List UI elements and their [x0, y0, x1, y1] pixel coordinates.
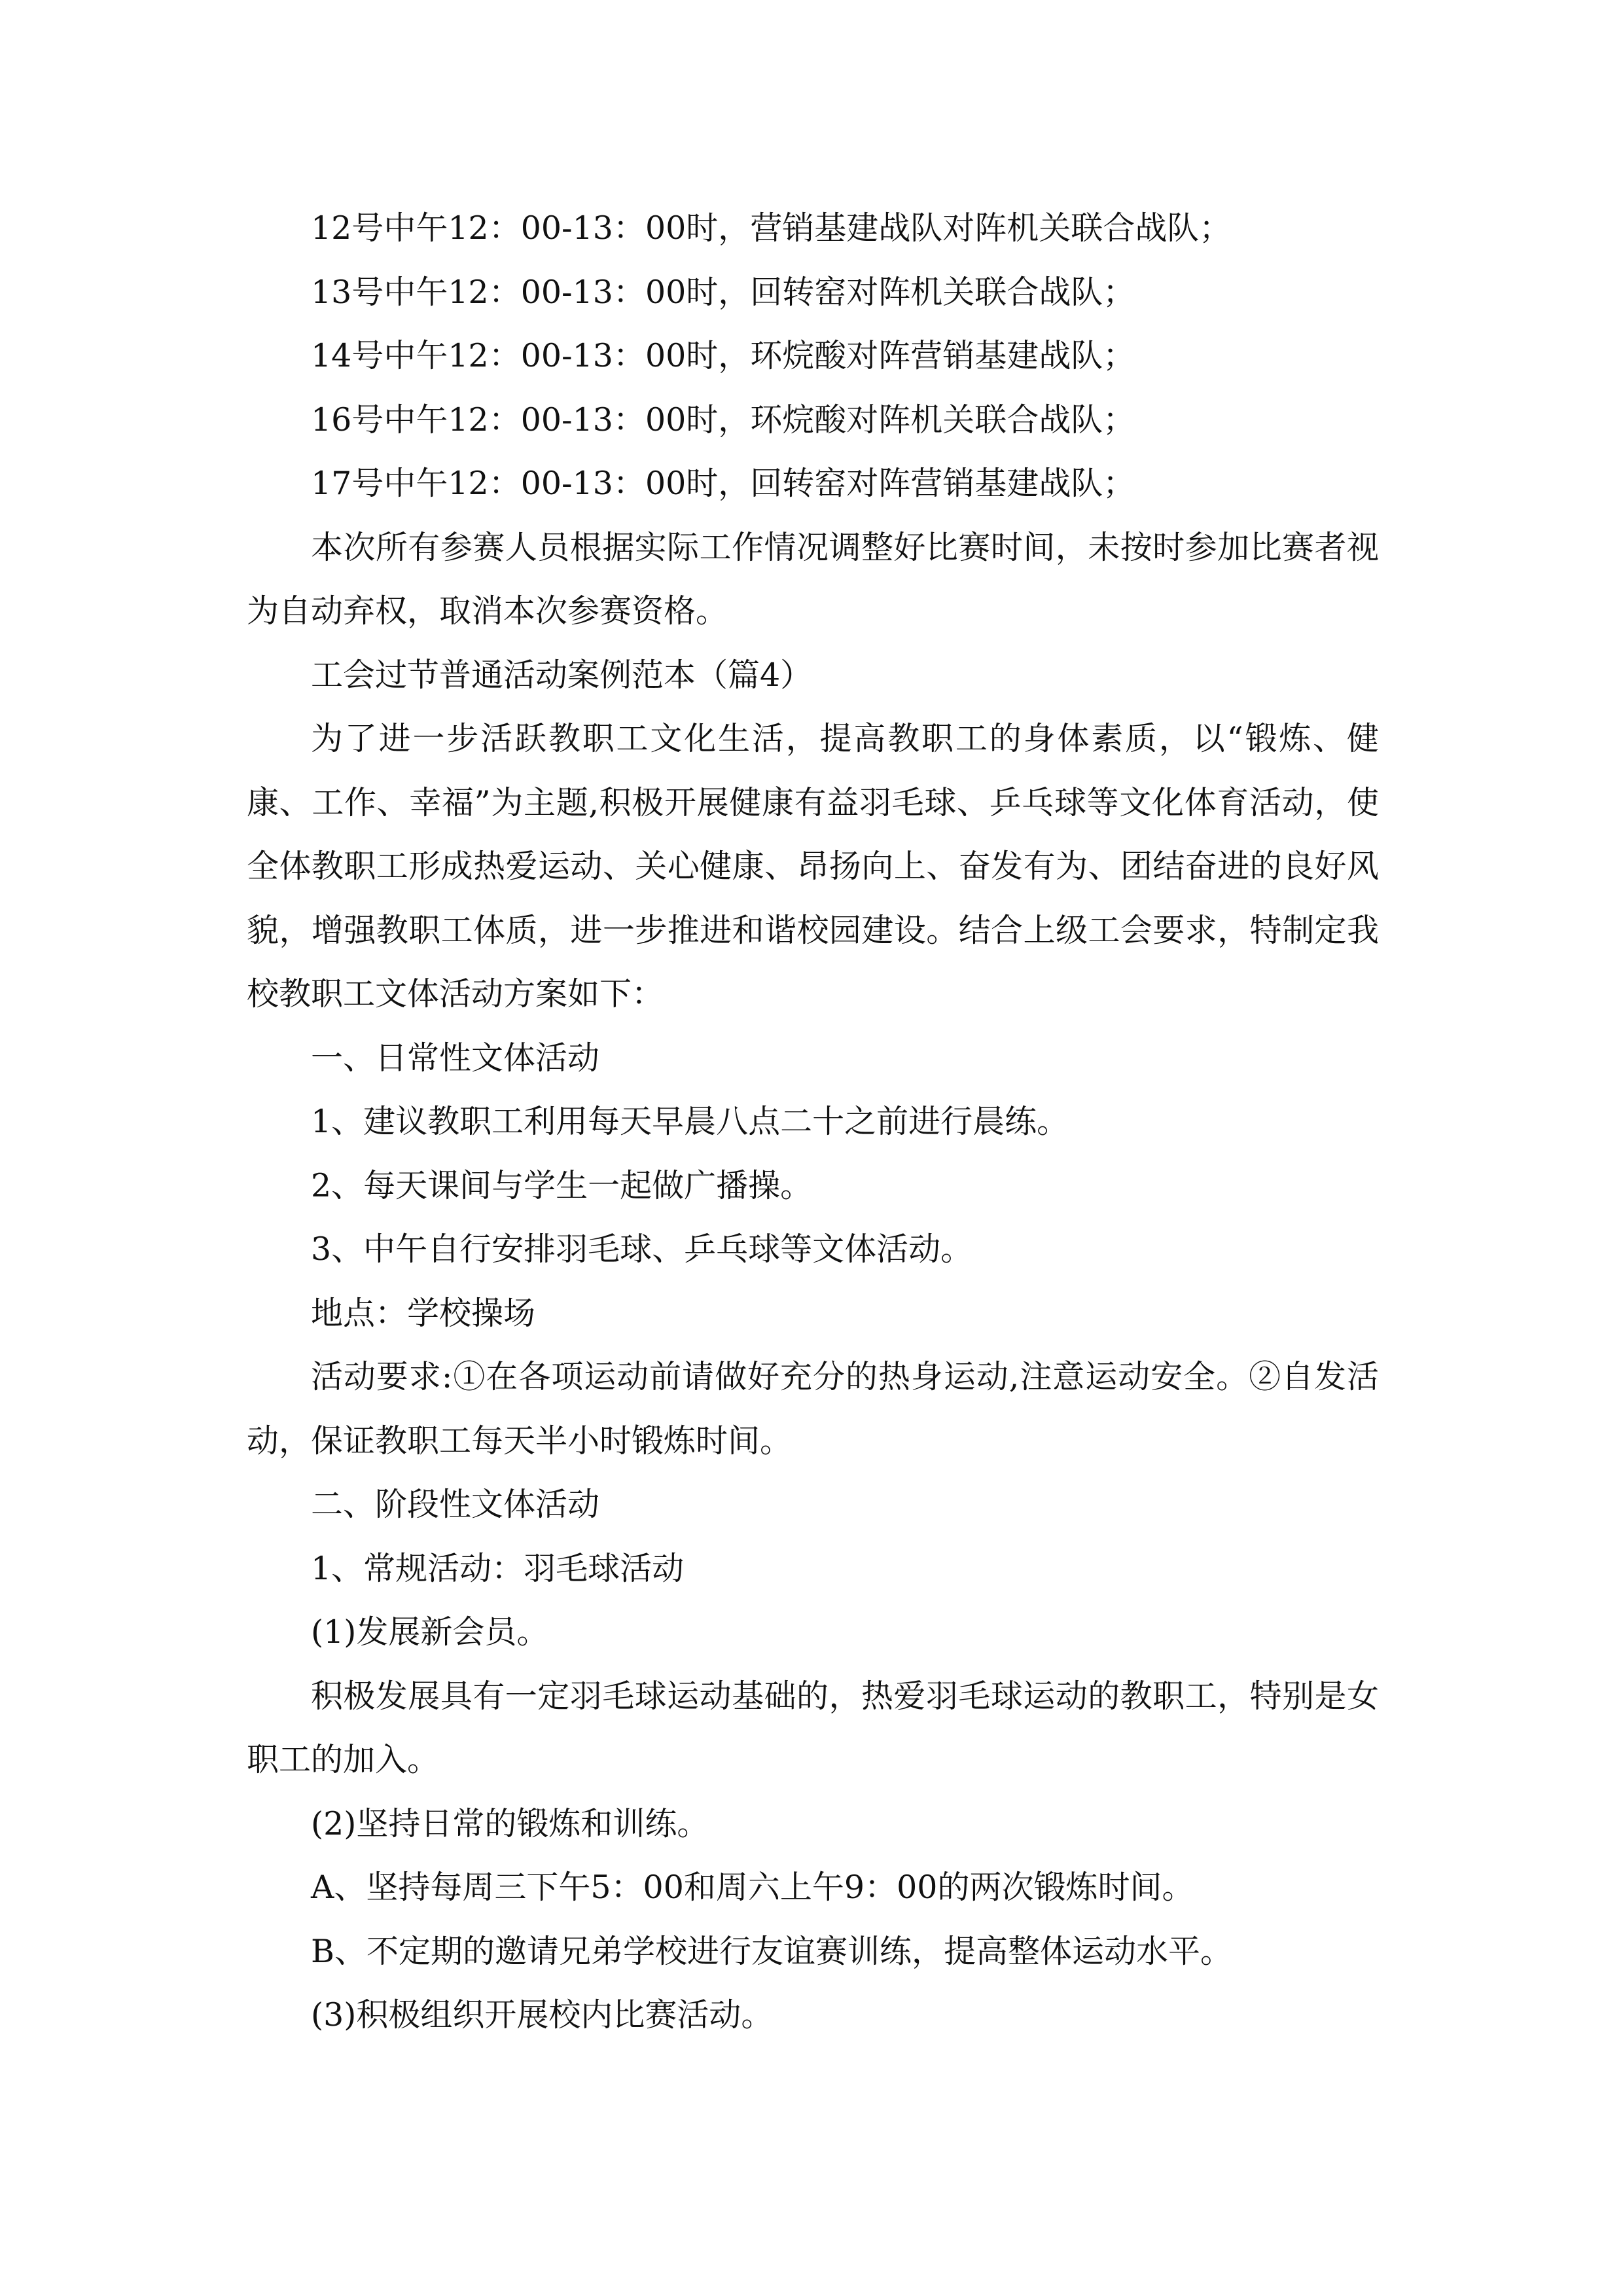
schedule-line: 12号中午12：00-13：00时，营销基建战队对阵机关联合战队； [311, 209, 1232, 247]
list-item: (3)积极组织开展校内比赛活动。 [311, 1996, 774, 2034]
schedule-line: 17号中午12：00-13：00时，回转窑对阵营销基建战队； [311, 465, 1135, 502]
list-item: 3、中午自行安排羽毛球、乒乓球等文体活动。 [311, 1230, 973, 1268]
location-line: 地点：学校操场 [311, 1294, 536, 1332]
heading: 一、日常性文体活动 [311, 1039, 600, 1077]
schedule-line: 13号中午12：00-13：00时，回转窑对阵机关联合战队； [311, 273, 1135, 311]
list-item: 1、建议教职工利用每天早晨八点二十之前进行晨练。 [311, 1103, 1069, 1140]
document-body [247, 196, 1379, 2047]
list-item: A、坚持每周三下午5：00和周六上午9：00的两次锻炼时间。 [311, 1869, 1194, 1906]
list-item: (1)发展新会员。 [311, 1613, 549, 1651]
section-title: 工会过节普通活动案例范本（篇4） [311, 656, 813, 694]
list-item: B、不定期的邀请兄弟学校进行友谊赛训练，提高整体运动水平。 [311, 1932, 1233, 1970]
paragraph: 活动要求:①在各项运动前请做好充分的热身运动,注意运动安全。②自发活动，保证教职工每天半小时锻炼时间。 [247, 1358, 1379, 1460]
paragraph: 本次所有参赛人员根据实际工作情况调整好比赛时间，未按时参加比赛者视为自动弃权，取消本次参赛资格。 [247, 528, 1379, 630]
schedule-line: 14号中午12：00-13：00时，环烷酸对阵营销基建战队； [311, 337, 1135, 374]
heading: 二、阶段性文体活动 [311, 1486, 600, 1523]
list-item: 2、每天课间与学生一起做广播操。 [311, 1166, 813, 1204]
paragraph: 积极发展具有一定羽毛球运动基础的，热爱羽毛球运动的教职工，特别是女职工的加入。 [247, 1677, 1379, 1778]
schedule-line: 16号中午12：00-13：00时，环烷酸对阵机关联合战队； [311, 401, 1135, 439]
subheading: 1、常规活动：羽毛球活动 [311, 1549, 685, 1587]
list-item: (2)坚持日常的锻炼和训练。 [311, 1804, 709, 1842]
paragraph: 为了进一步活跃教职工文化生活，提高教职工的身体素质，以“锻炼、健康、工作、幸福”为主题,积极开展健康有益羽毛球、乒乓球等文化体育活动，使全体教职工形成热爱运动、关心健康、昂扬向上、奋发有为、团结奋进的良好风貌，增强教职工体质，进一步推进和谐校园建设。结合上级工会要求，特制定我校教职工文体活动方案如下： [247, 720, 1379, 1013]
